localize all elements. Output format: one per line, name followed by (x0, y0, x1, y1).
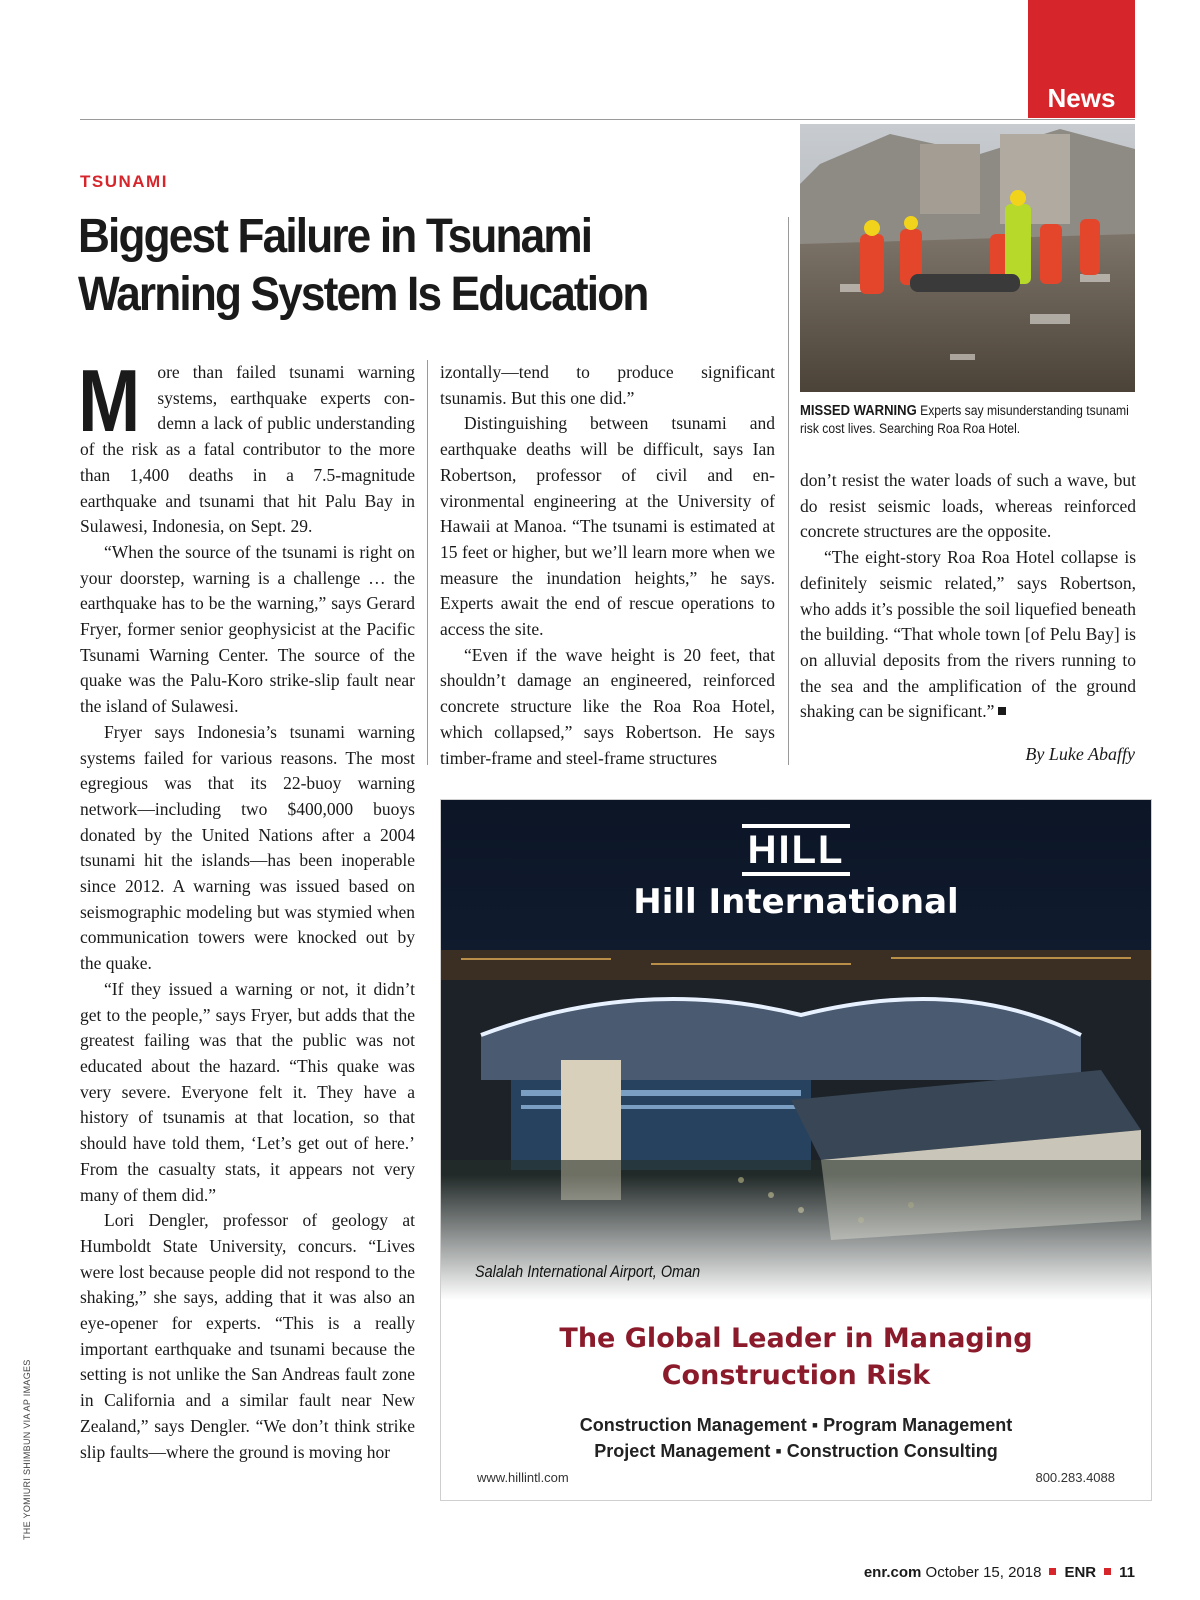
article-kicker: TSUNAMI (80, 172, 168, 191)
end-mark-icon (998, 707, 1006, 715)
ad-services-line-1: Construction Management ▪ Program Management (579, 1415, 1013, 1435)
footer-date: October 15, 2018 (925, 1564, 1042, 1581)
column-divider (788, 217, 789, 765)
caption-text: Experts say misunderstanding tsunami risk cost lives. Searching Roa Roa Hotel. (800, 403, 1129, 436)
photo-credit: THE YOMIURI SHIMBUN VIA AP IMAGES (22, 1359, 32, 1540)
caption-title: MISSED WARNING (800, 403, 917, 419)
paragraph: “When the source of the tsunami is right on your doorstep, warning is a challenge … the earthquake has to be the warning,” says Gerard Fryer, former senior geophysicist at the Pacific Tsunami Warning Center. The source of the quake was the Palu-Koro strike-slip fault near the island of Sulawesi. (80, 541, 415, 717)
paragraph: “Even if the wave height is 20 feet, that shouldn’t damage an engineered, reinforced concrete structure like the Roa Roa Hotel, which collapsed,” says Robertson. He says timber-frame and steel-frame structures (440, 644, 775, 768)
ad-company-name: Hill International (633, 882, 959, 922)
separator-icon (1104, 1568, 1111, 1575)
photo-caption (800, 402, 1135, 437)
paragraph: “If they issued a warning or not, it didn’t get to the people,” says Fryer, but adds that the greatest failing was that the public was not educated about the hazard. “This quake was very severe. Everyone felt it. They have a history of tsunamis at that location, so that should have told them, ‘Let’s get out of here.’ From the casualty stats, it appears not very many of them did.” (80, 978, 415, 1205)
article-column-2 (440, 360, 775, 771)
hill-logo: HILL (441, 828, 1151, 873)
footer-brand: ENR (1064, 1564, 1097, 1581)
paragraph: Fryer says Indonesia’s tsunami warning systems failed for various reasons. The most egregious was that its 22-buoy warning network—including two $400,000 buoys donated by the United Nations after a 2004 tsunami hit the islands—has been inoperable since 2012. A warning was issued based on seismographic modeling but was stymied when communication towers were knocked out by the quake. (80, 721, 415, 974)
ad-services-line-2: Project Management ▪ Construction Consulting (594, 1441, 998, 1461)
headline-line-1: Biggest Failure in Tsunami (78, 210, 592, 263)
ad-services (441, 1412, 1151, 1464)
paragraph (800, 545, 1136, 725)
page-footer (864, 1564, 1135, 1581)
rescue-photo (800, 124, 1135, 392)
paragraph-text: “The eight-story Roa Roa Hotel collapse is definitely seismic related,” says Robertson, who adds it’s possible the soil liquefied beneath the building. “That whole town [of Pelu Bay] is on alluvial deposits from the rivers running to the sea and the amplification of the ground shaking can be significant.” (800, 547, 1136, 722)
ad-tagline-line-2: Construction Risk (661, 1360, 931, 1391)
page-number: 11 (1119, 1564, 1135, 1581)
ad-website-link[interactable]: www.hillintl.com (477, 1470, 569, 1485)
footer-site: enr.com (863, 1564, 922, 1581)
paragraph: Lori Dengler, professor of geology at Humboldt State University, concurs. “Lives were lost because people did not respond to the shaking,” she says, adding that it was also an eye-opener for experts. “This is a really important earthquake and tsunami because the setting is not unlike the San Andreas fault zone in California and a similar fault near New Zealand,” says Dengler. “We don’t think strike slip faults—where the ground is moving hor (80, 1210, 415, 1462)
paragraph: Distinguishing between tsunami and earthquake deaths will be difficult, says Ian Robertson, professor of civil and environmental engineering at the University of Hawaii at Manoa. “The tsunami is estimated at 15 feet or higher, but we’ll learn more when we measure the inundation heights,” he says. Experts await the end of rescue operations to access the site. (440, 413, 775, 640)
ad-photo-location: Salalah International Airport, Oman (475, 1262, 701, 1281)
article-column-3 (800, 468, 1136, 725)
paragraph: don’t resist the water loads of such a wave, but do resist seismic loads, whereas reinforced concrete structures are the opposite. (800, 470, 1136, 542)
paragraph (78, 351, 415, 540)
headline-line-2: Warning System Is Education (78, 268, 648, 321)
byline: By Luke Abaffy (1025, 744, 1135, 764)
top-rule (80, 119, 1135, 120)
hill-international-ad[interactable] (440, 799, 1152, 1501)
column-divider (427, 360, 428, 765)
ad-phone-number: 800.283.4088 (1035, 1470, 1115, 1485)
separator-icon (1049, 1568, 1056, 1575)
article-column-1 (78, 351, 415, 1465)
section-tab-news: News (1028, 0, 1135, 118)
ad-tagline-line-1: The Global Leader in Managing (559, 1323, 1033, 1354)
ad-tagline (441, 1320, 1151, 1394)
article-headline (78, 208, 713, 324)
drop-cap: M (78, 351, 141, 450)
paragraph-text: ore than failed tsunami warning systems, earthquake experts condemn a lack of public understanding of the risk as a fatal contributor to the more than 1,400 deaths in a 7.5-magnitude earthquake and tsunami that hit Palu Bay in Sulawesi, Indonesia, on Sept. 29. (80, 362, 415, 537)
paragraph: izontally—tend to produce significant tsunamis. But this one did.” (440, 362, 775, 408)
